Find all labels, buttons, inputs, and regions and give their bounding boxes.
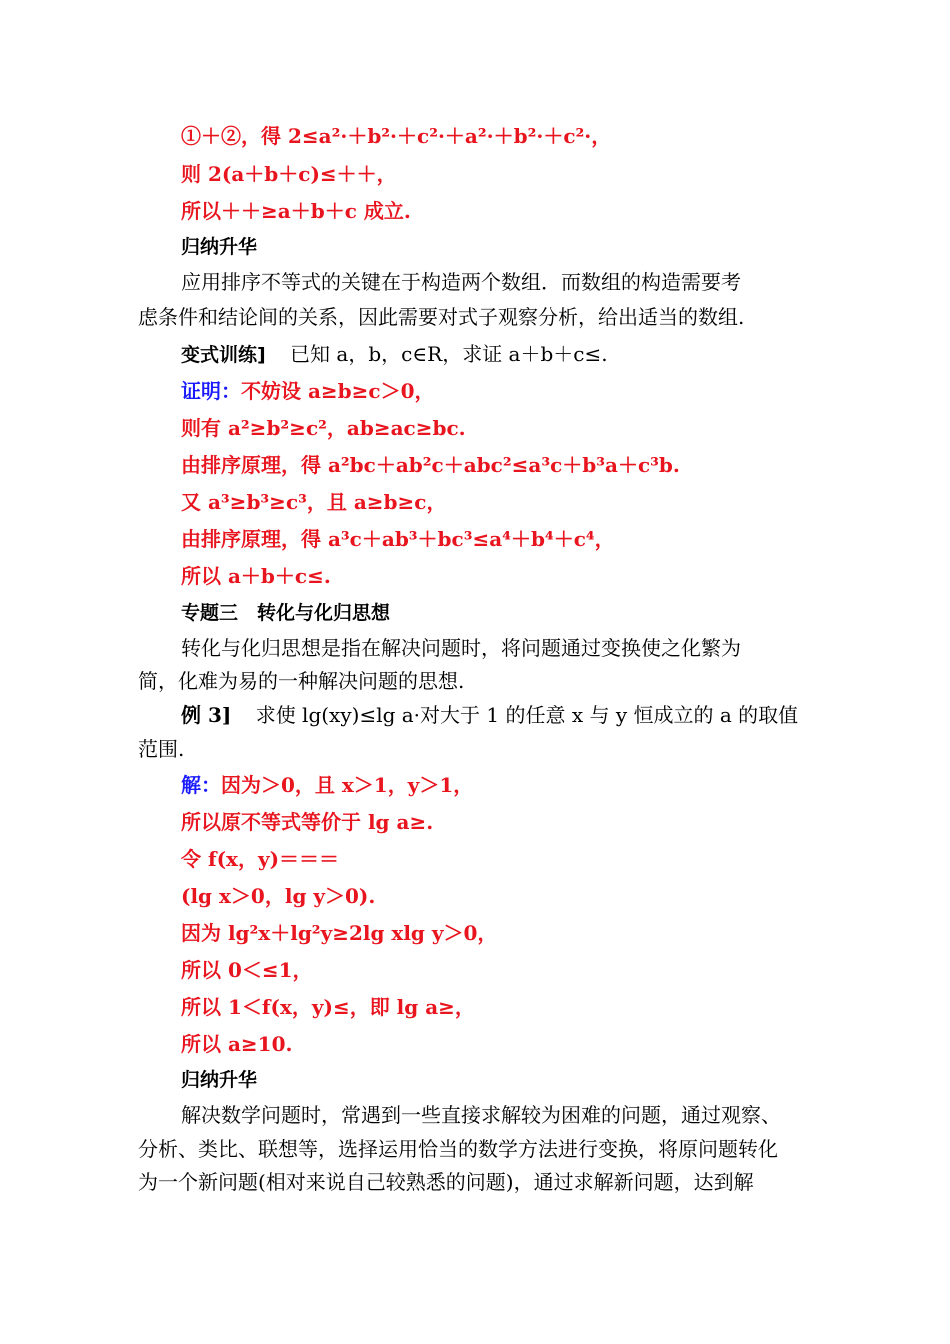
proof-line: 由排序原理，得 a²bc＋ab²c＋abc²≤a³c＋b³a＋c³b. (181, 453, 680, 477)
example-text: 求使 lg(xy)≤lg a·对大于 1 的任意 x 与 y 恒成立的 a 的取值 (255, 703, 799, 727)
example-label: 例 3] (181, 703, 232, 727)
variant-text: 已知 a，b，c∈R，求证 a＋b＋c≤. (290, 342, 608, 366)
proof-line-sum: ①＋②，得 2≤a²·＋b²·＋c²·＋a²·＋b²·＋c²·， (181, 124, 612, 148)
variant-exercise (181, 340, 881, 369)
proof-label: 证明： (181, 379, 241, 403)
topic-three-heading: 专题三 转化与化归思想 (181, 602, 391, 624)
summary-paragraph-line: 虑条件和结论间的关系，因此需要对式子观察分析，给出适当的数组. (138, 305, 745, 329)
proof-line: 由排序原理，得 a³c＋ab³＋bc³≤a⁴＋b⁴＋c⁴， (181, 527, 615, 551)
summary-paragraph-line: 应用排序不等式的关键在于构造两个数组．而数组的构造需要考 (181, 270, 741, 294)
solution-line: 令 f(x，y)＝＝＝ (181, 847, 340, 871)
summary-paragraph-line: 为一个新问题(相对来说自己较熟悉的问题)，通过求解新问题，达到解 (138, 1170, 754, 1194)
summary-paragraph-line: 解决数学问题时，常遇到一些直接求解较为困难的问题，通过观察、 (181, 1103, 781, 1127)
summary-heading: 归纳升华 (181, 236, 258, 258)
proof-line-conclusion: 所以＋＋≥a＋b＋c 成立. (181, 199, 411, 223)
solution-line: 所以 0＜≤1， (181, 958, 313, 982)
proof-line-double: 则 2(a＋b＋c)≤＋＋， (181, 162, 397, 186)
solution-line: 因为 lg²x＋lg²y≥2lg xlg y＞0， (181, 921, 498, 945)
solution-start (181, 771, 881, 799)
proof-start (181, 377, 881, 405)
proof-text: 不妨设 a≥b≥c＞0， (241, 379, 435, 403)
proof-line: 又 a³≥b³≥c³，且 a≥b≥c， (181, 490, 447, 514)
example-text-continued: 范围. (138, 737, 185, 761)
topic-paragraph-line: 转化与化归思想是指在解决问题时，将问题通过变换使之化繁为 (181, 636, 741, 660)
topic-paragraph-line: 简，化难为易的一种解决问题的思想. (138, 669, 465, 693)
proof-line: 则有 a²≥b²≥c²，ab≥ac≥bc. (181, 416, 466, 440)
solution-line: 所以 a≥10. (181, 1032, 293, 1056)
example-three (181, 701, 881, 729)
solution-line: (lg x＞0，lg y＞0). (181, 884, 376, 908)
summary-heading: 归纳升华 (181, 1069, 258, 1091)
solution-label: 解： (181, 773, 221, 797)
summary-paragraph-line: 分析、类比、联想等，选择运用恰当的数学方法进行变换，将原问题转化 (138, 1137, 778, 1161)
solution-text: 因为＞0，且 x＞1，y＞1， (221, 773, 474, 797)
proof-line: 所以 a＋b＋c≤. (181, 564, 331, 588)
solution-line: 所以原不等式等价于 lg a≥. (181, 810, 434, 834)
solution-line: 所以 1＜f(x，y)≤，即 lg a≥， (181, 995, 475, 1019)
variant-label: 变式训练] (181, 344, 266, 366)
